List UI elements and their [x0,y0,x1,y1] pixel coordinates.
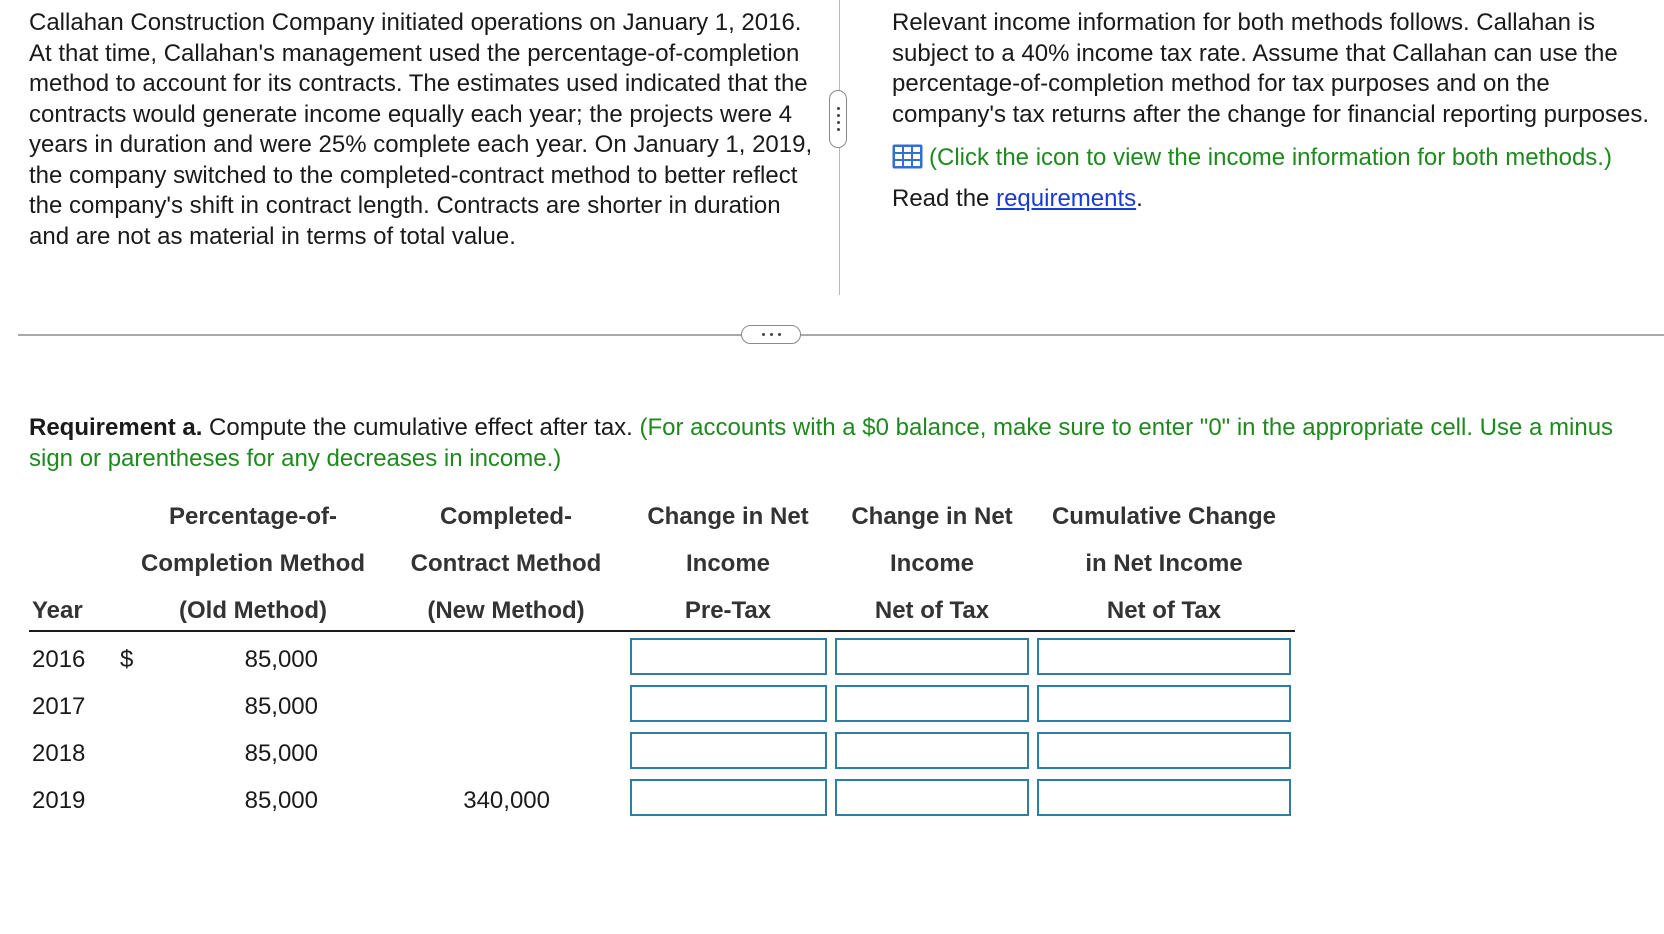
header-underline [29,630,1295,632]
pretax-input-2018[interactable] [630,732,827,769]
problem-statement: Callahan Construction Company initiated operations on January 1, 2016. At that time, Callahan's management used the percentage-of-completion method to account for its contracts. The estimates used indicated that the contracts would generate income equally each year; the projects were 4 years in duration and were 25% complete each year. On January 1, 2019, the company switched to the completed-contract method to better reflect the company's shift in contract length. Contracts are shorter in duration and are not as material in terms of total value. [29,9,813,250]
row-year: 2019 [32,787,86,814]
header-cumulative-line2: in Net Income [1085,550,1243,577]
requirement-a [29,413,1649,474]
netoftax-input-2017[interactable] [835,685,1029,722]
cumulative-input-2017[interactable] [1037,685,1291,722]
grid-table-icon[interactable] [892,144,923,169]
requirement-label: Requirement a. [29,414,203,441]
header-poc-line2: Completion Method [141,550,365,577]
header-poc-line3: (Old Method) [179,597,327,624]
poc-value: 85,000 [244,740,318,767]
header-pretax-line3: Pre-Tax [684,597,772,624]
header-year: Year [32,597,83,624]
netoftax-input-2018[interactable] [835,732,1029,769]
pretax-input-2017[interactable] [630,685,827,722]
poc-value: 85,000 [244,787,318,814]
header-netoftax-line2: Income [889,550,975,577]
poc-value: 85,000 [244,646,318,673]
currency-symbol: $ [120,646,134,673]
vertical-drag-handle-icon[interactable] [829,90,847,148]
horizontal-splitter [18,334,1664,336]
read-prefix: Read the [892,185,997,212]
header-pretax-line1: Change in Net [647,503,809,530]
horizontal-drag-handle-icon[interactable] [741,325,801,344]
header-pretax-line2: Income [685,550,771,577]
requirements-link[interactable]: requirements [996,185,1137,212]
read-requirements-line [892,184,1652,215]
income-info-link-text[interactable]: (Click the icon to view the income information for both methods.) [929,144,1612,171]
netoftax-input-2019[interactable] [835,779,1029,816]
header-cc-line2: Contract Method [410,550,602,577]
row-year: 2018 [32,740,86,767]
netoftax-input-2016[interactable] [835,638,1029,675]
problem-info [892,8,1652,215]
pretax-input-2019[interactable] [630,779,827,816]
cc-value: 340,000 [463,787,550,814]
header-cc-line1: Completed- [440,503,572,530]
header-poc-line1: Percentage-of- [168,503,338,530]
header-cumulative-line3: Net of Tax [1106,597,1222,624]
cumulative-input-2018[interactable] [1037,732,1291,769]
header-netoftax-line1: Change in Net [851,503,1013,530]
header-netoftax-line3: Net of Tax [874,597,990,624]
requirement-instruction: Compute the cumulative effect after tax. [202,414,633,441]
header-cumulative-line1: Cumulative Change [1051,503,1277,530]
income-info-text: Relevant income information for both methods follows. Callahan is subject to a 40% income tax rate. Assume that Callahan can use the percentage-of-completion method for tax purposes and on the company's tax returns after the change for financial reporting purposes. [892,9,1649,128]
read-suffix: . [1136,185,1143,212]
cumulative-input-2016[interactable] [1037,638,1291,675]
header-cc-line3: (New Method) [427,597,585,624]
row-year: 2017 [32,693,86,720]
pretax-input-2016[interactable] [630,638,827,675]
income-info-link[interactable] [892,138,1652,178]
cumulative-input-2019[interactable] [1037,779,1291,816]
requirement-hint: (For accounts with a $0 balance, make sure to enter "0" in the appropriate cell. Use a minus sign or parentheses for any decreases in income.) [29,414,1614,472]
poc-value: 85,000 [244,693,318,720]
row-year: 2016 [32,646,86,673]
